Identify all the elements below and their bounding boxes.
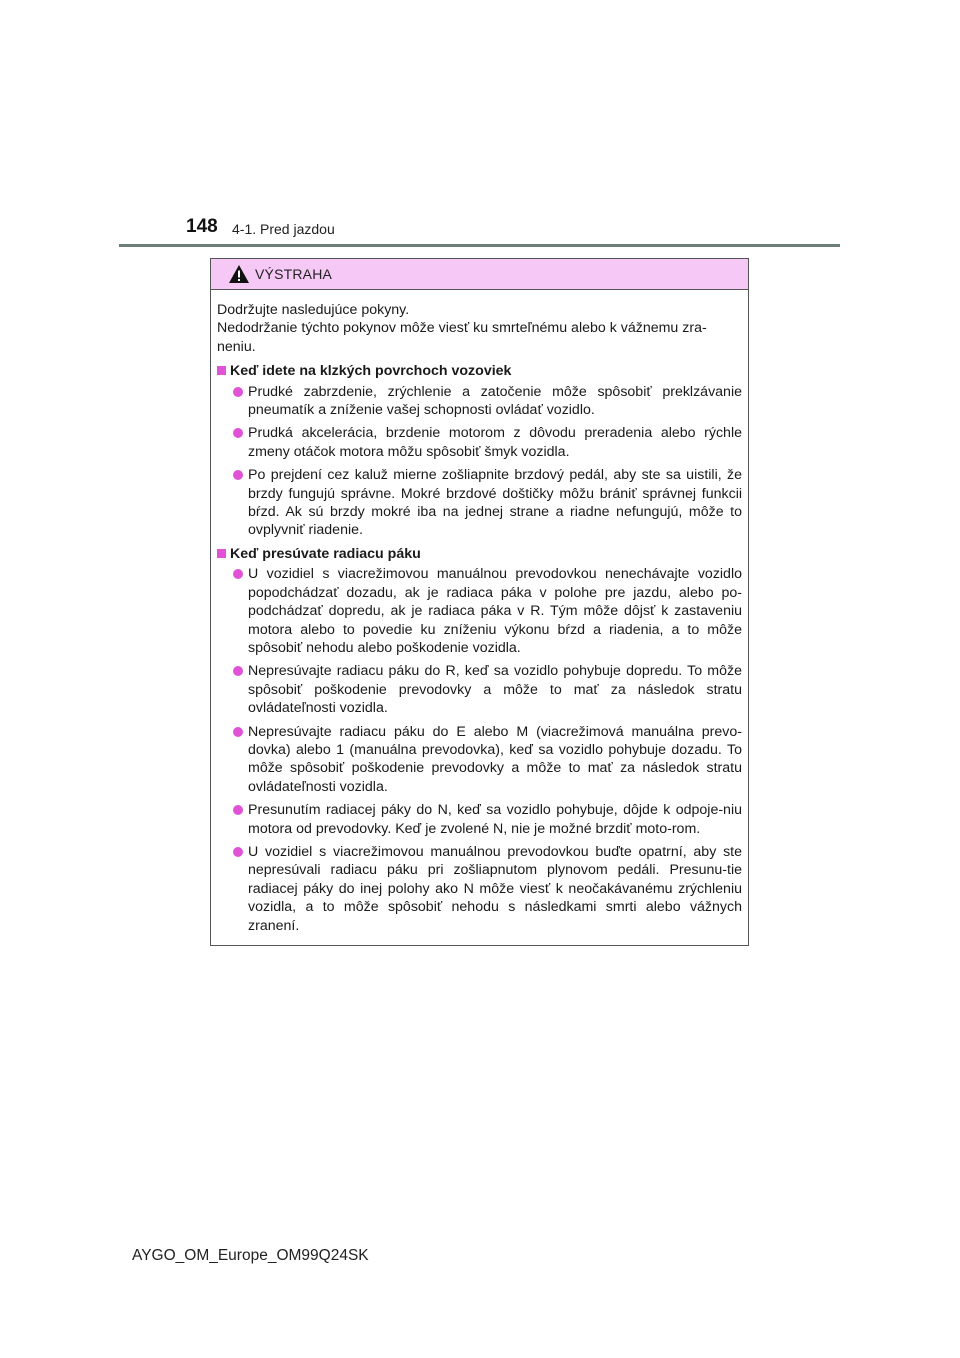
list-item-text: U vozidiel s viacrežimovou manuálnou prevodovkou buďte opatrní, aby ste nepresúvali radiacu páku pri zošliapnutom plynovom pedáli. Presunu-tie radiacej páky do inej polohy ako N môže viesť k neočakávanému zrýchleniu vozidla, a to môže spôsobiť nehodu s následkami smrti alebo vážnych zranení. bbox=[248, 843, 742, 934]
list-item-text: Prudké zabrzdenie, zrýchlenie a zatočenie môže spôsobiť preklzávanie pneumatík a zníženie vašej schopnosti ovládať vozidlo. bbox=[248, 383, 742, 419]
list-item-text: Nepresúvajte radiacu páku do E alebo M (viacrežimová manuálna prevo-dovka) alebo 1 (manuálna prevodovka), keď sa vozidlo pohybuje dozadu. To môže spôsobiť poškodenie prevodovky a môže to mať za následok stratu ovládateľnosti vozidla. bbox=[248, 723, 742, 795]
bullet-dot-icon bbox=[233, 666, 243, 676]
warning-box bbox=[210, 258, 749, 946]
list-item bbox=[217, 466, 742, 540]
warning-triangle-icon bbox=[228, 264, 250, 284]
intro-line: Dodržujte nasledujúce pokyny. bbox=[217, 302, 410, 318]
list-item bbox=[217, 843, 742, 935]
bullet-dot-icon bbox=[233, 387, 243, 397]
document-code: AYGO_OM_Europe_OM99Q24SK bbox=[132, 1247, 369, 1264]
page-number: 148 bbox=[186, 216, 218, 237]
bullet-dot-icon bbox=[233, 569, 243, 579]
section-heading bbox=[217, 362, 742, 380]
list-item bbox=[217, 424, 742, 461]
list-item-text: Presunutím radiacej páky do N, keď sa vozidlo pohybuje, dôjde k odpoje-niu motora od prevodovky. Keď je zvolené N, nie je možné brzdiť moto-rom. bbox=[248, 802, 742, 837]
warning-title: VÝSTRAHA bbox=[255, 266, 333, 282]
list-item-text: Nepresúvajte radiacu páku do R, keď sa vozidlo pohybuje dopredu. To môže spôsobiť poškodenie prevodovky a môže to mať za následok stratu ovládateľnosti vozidla. bbox=[248, 663, 742, 717]
bullet-dot-icon bbox=[233, 428, 243, 438]
section-heading bbox=[217, 545, 742, 563]
header-divider bbox=[119, 244, 840, 247]
bullet-dot-icon bbox=[233, 727, 243, 737]
square-bullet-icon bbox=[217, 366, 226, 375]
list-item bbox=[217, 662, 742, 717]
intro-line: Nedodržanie týchto pokynov môže viesť ku smrteľnému alebo k vážnemu zra-neniu. bbox=[217, 320, 707, 355]
square-bullet-icon bbox=[217, 549, 226, 558]
warning-header bbox=[211, 259, 748, 290]
list-item bbox=[217, 801, 742, 838]
bullet-dot-icon bbox=[233, 470, 243, 480]
bullet-dot-icon bbox=[233, 805, 243, 815]
section-heading-text: Keď idete na klzkých povrchoch vozoviek bbox=[230, 363, 512, 380]
list-item bbox=[217, 565, 742, 657]
warning-body bbox=[211, 290, 748, 935]
list-item-text: Po prejdení cez kaluž mierne zošliapnite brzdový pedál, aby ste sa uistili, že brzdy fungujú správne. Mokré brzdové doštičky môžu brániť správnej funkcii bŕzd. Ak sú brzdy mokré iba na jednej strane a riadne nefungujú, môže to ovplyvniť riadenie. bbox=[248, 467, 742, 539]
list-item bbox=[217, 383, 742, 420]
list-item bbox=[217, 723, 742, 797]
list-item-text: U vozidiel s viacrežimovou manuálnou prevodovkou nenechávajte vozidlo popodchádzať dozadu, ak je radiaca páka v polohe pre jazdu, alebo po-podchádzať dopredu, ak je radiaca páka v R. Tým môže dôjsť k zastaveniu motora alebo to povedie ku zníženiu výkonu bŕzd a riadenia, a to môže spôsobiť nehodu alebo poškodenie vozidla. bbox=[248, 566, 742, 656]
bullet-dot-icon bbox=[233, 847, 243, 857]
section-heading-text: Keď presúvate radiacu páku bbox=[230, 545, 421, 562]
section-title: 4-1. Pred jazdou bbox=[232, 221, 335, 237]
warning-intro bbox=[217, 301, 742, 356]
list-item-text: Prudká akcelerácia, brzdenie motorom z dôvodu preradenia alebo rýchle zmeny otáčok motora môžu spôsobiť šmyk vozidla. bbox=[248, 425, 742, 460]
